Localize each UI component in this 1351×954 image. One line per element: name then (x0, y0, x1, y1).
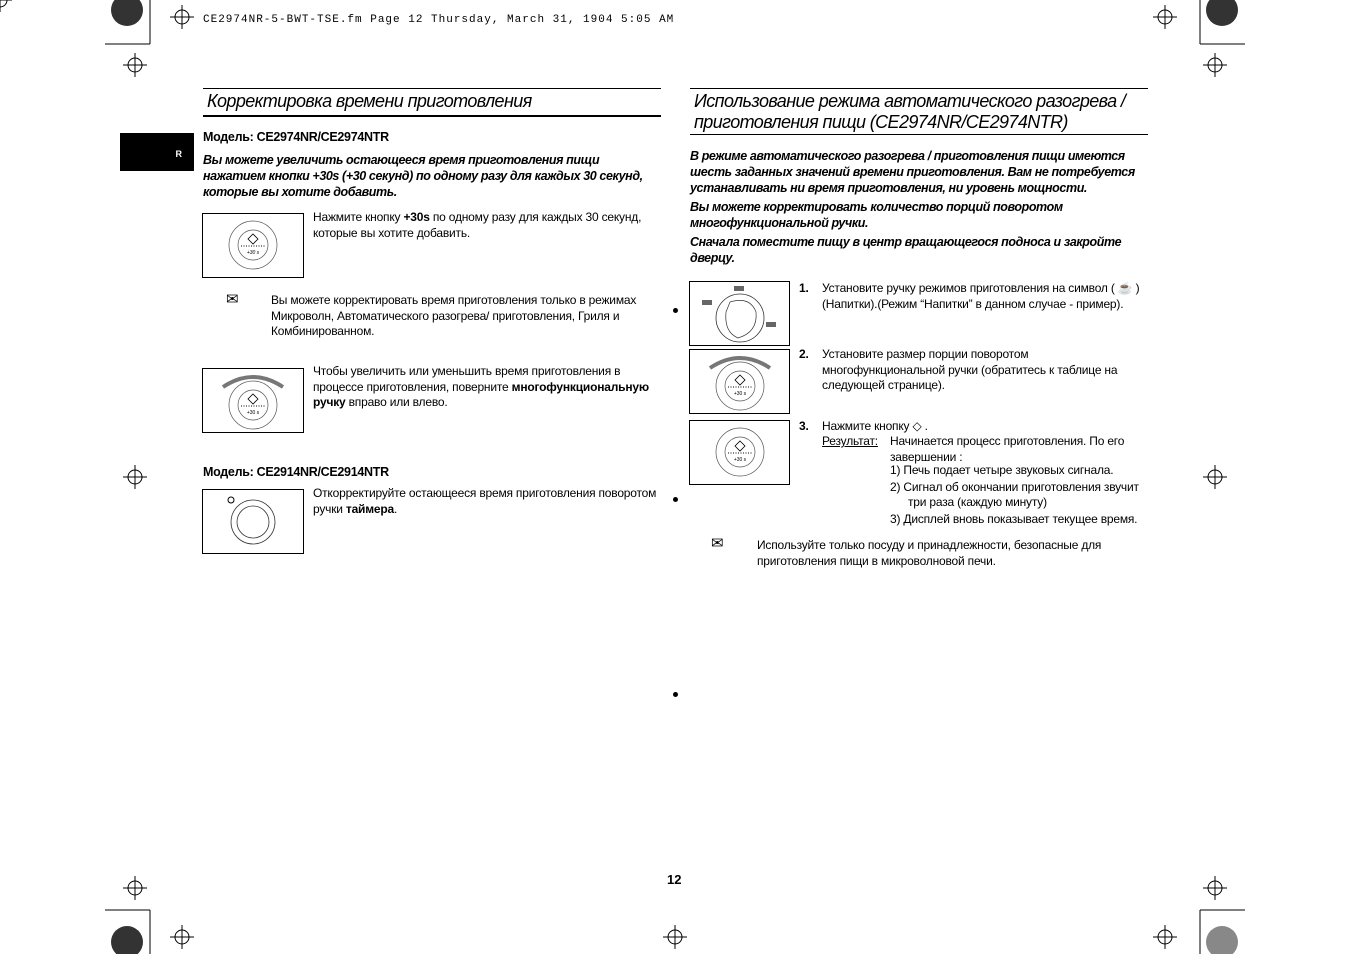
right-intro: Сначала поместите пищу в центр вращающегося подноса и закройте дверцу. (690, 235, 1122, 265)
result-label: Результат: (822, 434, 878, 448)
page-number: 12 (667, 872, 682, 887)
result-item: 1) Печь подает четыре звуковых сигнала. (890, 463, 1114, 477)
svg-text:+30 s: +30 s (246, 250, 260, 256)
step-3: 3. Нажмите кнопку ◇ . (799, 419, 928, 433)
note-text: Вы можете корректировать время приготовления только в режимах Микроволн, Автоматического разогрева/ приготовления, Гриля и Комбинированном. (271, 293, 637, 338)
svg-text:+30 s: +30 s (246, 410, 260, 416)
step-text: Чтобы увеличить или уменьшить время приготовления в процессе приготовления, поверните многофункциональную ручку вправо или влево. (313, 364, 649, 409)
step-text: Нажмите кнопку +30s по одному разу для каждых 30 секунд, которые вы хотите добавить. (313, 210, 642, 240)
left-title: Корректировка времени приготовления (207, 91, 532, 111)
svg-text:+30 s: +30 s (733, 391, 747, 397)
step-2: 2. Установите размер порции поворотом многофункциональной ручки (обратитесь к таблице на следующей странице). (799, 347, 1118, 392)
model-heading: Модель: CE2974NR/CE2974NTR (203, 130, 389, 144)
result-text: Начинается процесс приготовления. По его завершении : (890, 434, 1125, 464)
note-icon: ✉ (711, 535, 724, 552)
right-intro: Вы можете корректировать количество порций поворотом многофункциональной ручки. (690, 200, 1063, 230)
right-intro: В режиме автоматического разогрева / приготовления пищи имеются шесть заданных значений времени приготовления. Вам не потребуется устанавливать ни время приготовления, ни уровень мощности. (690, 149, 1135, 195)
model-heading: Модель: CE2914NR/CE2914NTR (203, 465, 389, 479)
left-intro: Вы можете увеличить остающееся время приготовления пищи нажатием кнопки +30s (+30 секунд) по одному разу для каждых 30 секунд, которые вы хотите добавить. (203, 153, 643, 199)
result-item: 2) Сигнал об окончании приготовления звучит три раза (каждую минуту) (890, 479, 1139, 509)
svg-text:+30 s: +30 s (733, 457, 747, 463)
language-tab-label: R (175, 149, 182, 159)
step-1: 1. Установите ручку режимов приготовления на символ ( ☕ ) (Напитки).(Режим “Напитки” в данном случае - пример). (799, 281, 1140, 311)
note-text: Используйте только посуду и принадлежности, безопасные для приготовления пищи в микроволновой печи. (757, 538, 1102, 568)
result-item: 3) Дисплей вновь показывает текущее время. (890, 511, 1138, 526)
step-text: Откорректируйте остающееся время приготовления поворотом ручки таймера. (313, 486, 657, 516)
file-header: CE2974NR-5-BWT-TSE.fm Page 12 Thursday, March 31, 1904 5:05 AM (203, 14, 675, 26)
note-icon: ✉ (226, 291, 239, 308)
right-title: Использование режима автоматического разогрева / приготовления пищи (CE2974NR/CE2974NTR) (694, 91, 1126, 132)
